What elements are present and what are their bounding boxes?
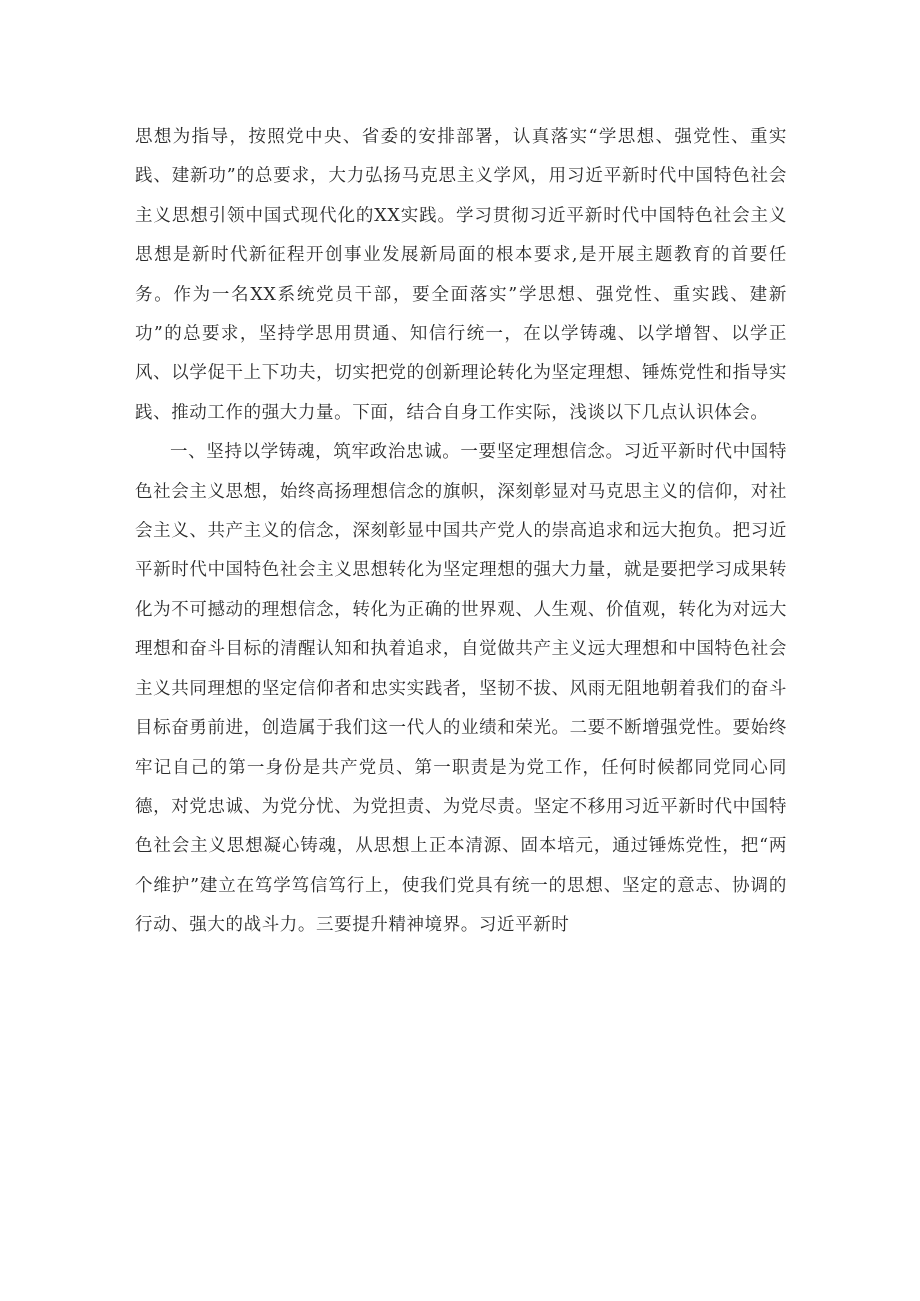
document-body [135,118,787,946]
paragraph-section-one: 一、坚持以学铸魂，筑牢政治忠诚。一要坚定理想信念。习近平新时代中国特色社会主义思想，始终高扬理想信念的旗帜，深刻彰显对马克思主义的信仰，对社会主义、共产主义的信念，深刻彰显中国共产党人的崇高追求和远大抱负。把习近平新时代中国特色社会主义思想转化为坚定理想的强大力量，就是要把学习成果转化为不可撼动的理想信念，转化为正确的世界观、人生观、价值观，转化为对远大理想和奋斗目标的清醒认知和执着追求，自觉做共产主义远大理想和中国特色社会主义共同理想的坚定信仰者和忠实实践者，坚韧不拔、风雨无阻地朝着我们的奋斗目标奋勇前进，创造属于我们这一代人的业绩和荣光。二要不断增强党性。要始终牢记自己的第一身份是共产党员、第一职责是为党工作，任何时候都同党同心同德，对党忠诚、为党分忧、为党担责、为党尽责。坚定不移用习近平新时代中国特色社会主义思想凝心铸魂，从思想上正本清源、固本培元，通过锤炼党性，把“两个维护”建立在笃学笃信笃行上，使我们党具有统一的思想、坚定的意志、协调的行动、强大的战斗力。三要提升精神境界。习近平新时 [135,442,787,936]
paragraph-intro: 思想为指导，按照党中央、省委的安排部署，认真落实“学思想、强党性、重实践、建新功”的总要求，大力弘扬马克思主义学风，用习近平新时代中国特色社会主义思想引领中国式现代化的XX实践。学习贯彻习近平新时代中国特色社会主义思想是新时代新征程开创事业发展新局面的根本要求,是开展主题教育的首要任务。作为一名XX系统党员干部，要全面落实”学思想、强党性、重实践、建新功”的总要求，坚持学思用贯通、知信行统一，在以学铸魂、以学增智、以学正风、以学促干上下功夫，切实把党的创新理论转化为坚定理想、锤炼党性和指导实践、推动工作的强大力量。下面，结合自身工作实际，浅谈以下几点认识体会。 [135,127,787,423]
